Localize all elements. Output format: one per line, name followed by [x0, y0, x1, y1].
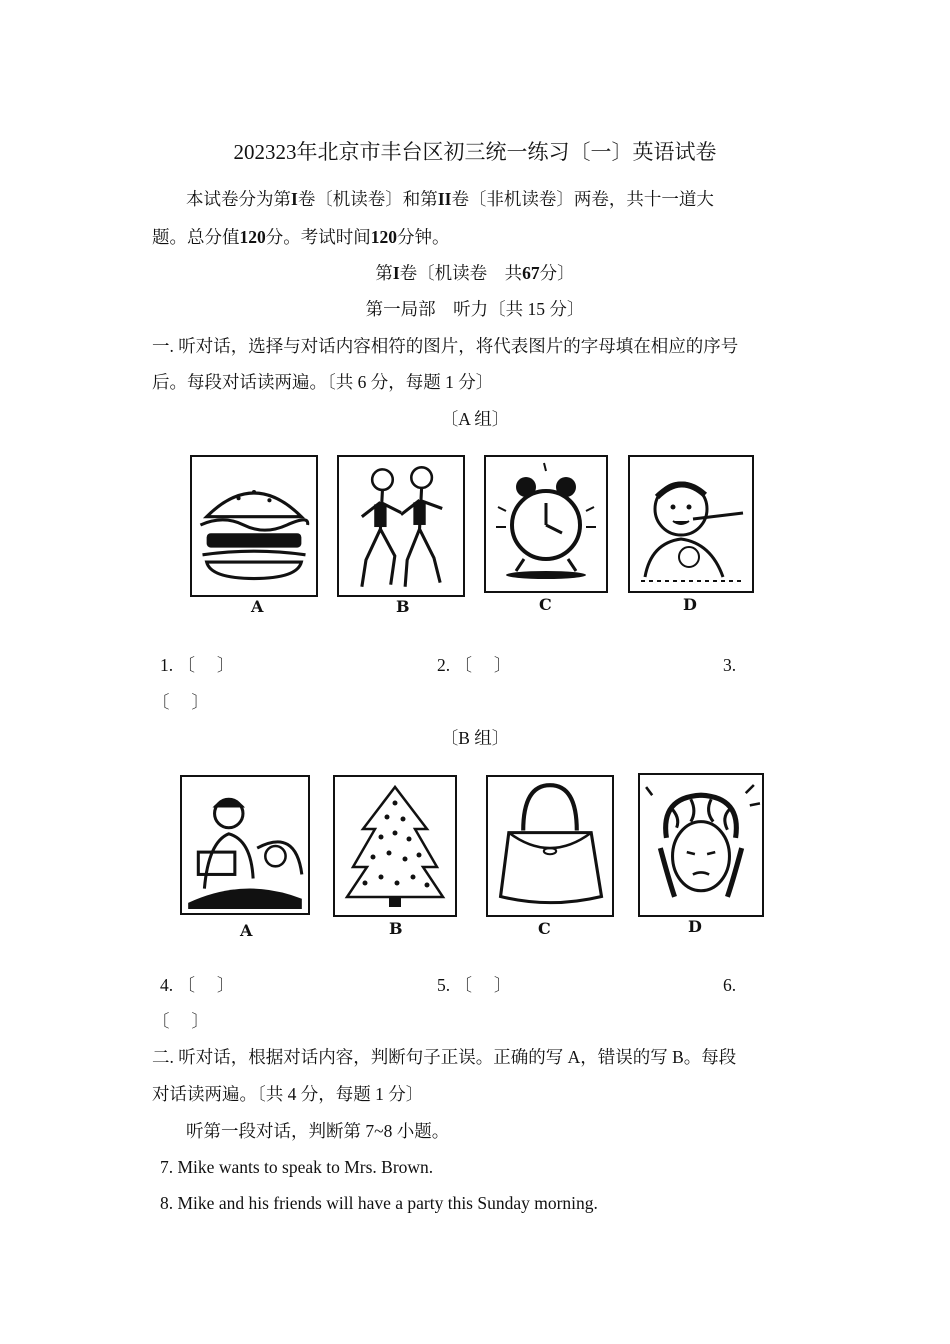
question-1: 1. 〔 〕 — [160, 655, 235, 675]
caption-d: D — [688, 917, 702, 936]
page-title: 202323年北京市丰台区初三统一练习〔一〕英语试卷 — [233, 140, 717, 164]
caption-b: B — [389, 919, 403, 938]
hamburger-icon — [190, 455, 318, 597]
caption-c: C — [539, 595, 552, 614]
boy-eating-icon — [628, 455, 754, 593]
group-b-label: 〔B 组〕 — [440, 728, 510, 748]
handbag-icon — [486, 775, 614, 917]
group-a-label: 〔A 组〕 — [440, 409, 510, 429]
question-3: 3. — [723, 655, 737, 675]
question-2: 2. 〔 〕 — [437, 655, 512, 675]
section1-line-2: 后。每段对话读两遍。〔共 6 分，每题 1 分〕 — [152, 372, 494, 392]
caption-c: C — [538, 919, 551, 938]
section2-instruction: 听第一段对话，判断第 7~8 小题。 — [186, 1121, 450, 1141]
caption-a: A — [251, 597, 264, 616]
section1-line-1: 一. 听对话，选择与对话内容相符的图片，将代表图片的字母填在相应的序号 — [152, 336, 739, 356]
section2-line-2: 对话读两遍。〔共 4 分，每题 1 分〕 — [152, 1084, 424, 1104]
question-6: 6. — [723, 975, 737, 995]
question-7: 7. Mike wants to speak to Mrs. Brown. — [160, 1157, 434, 1177]
runners-icon — [337, 455, 465, 597]
volume-heading: 第I卷〔机读卷 共67分〕 — [375, 263, 575, 283]
mother-reading-icon — [180, 775, 310, 915]
caption-d: D — [683, 595, 697, 614]
part-heading: 第一局部 听力〔共 15 分〕 — [365, 299, 585, 319]
question-6-bracket: 〔 〕 — [152, 1011, 209, 1031]
question-8: 8. Mike and his friends will have a party this Sunday morning. — [160, 1193, 598, 1213]
intro-line-1: 本试卷分为第I卷〔机读卷〕和第II卷〔非机读卷〕两卷，共十一道大 — [186, 189, 714, 209]
caption-b: B — [396, 597, 410, 616]
caption-a: A — [240, 921, 253, 940]
section2-line-1: 二. 听对话，根据对话内容，判断句子正误。正确的写 A，错误的写 B。每段 — [152, 1047, 737, 1067]
intro-line-2: 题。总分值120分。考试时间120分钟。 — [152, 227, 450, 247]
question-3-bracket: 〔 〕 — [152, 692, 209, 712]
christmas-tree-icon — [333, 775, 457, 917]
question-4: 4. 〔 〕 — [160, 975, 235, 995]
alarm-clock-icon — [484, 455, 608, 593]
question-5: 5. 〔 〕 — [437, 975, 512, 995]
headache-icon — [638, 773, 764, 917]
